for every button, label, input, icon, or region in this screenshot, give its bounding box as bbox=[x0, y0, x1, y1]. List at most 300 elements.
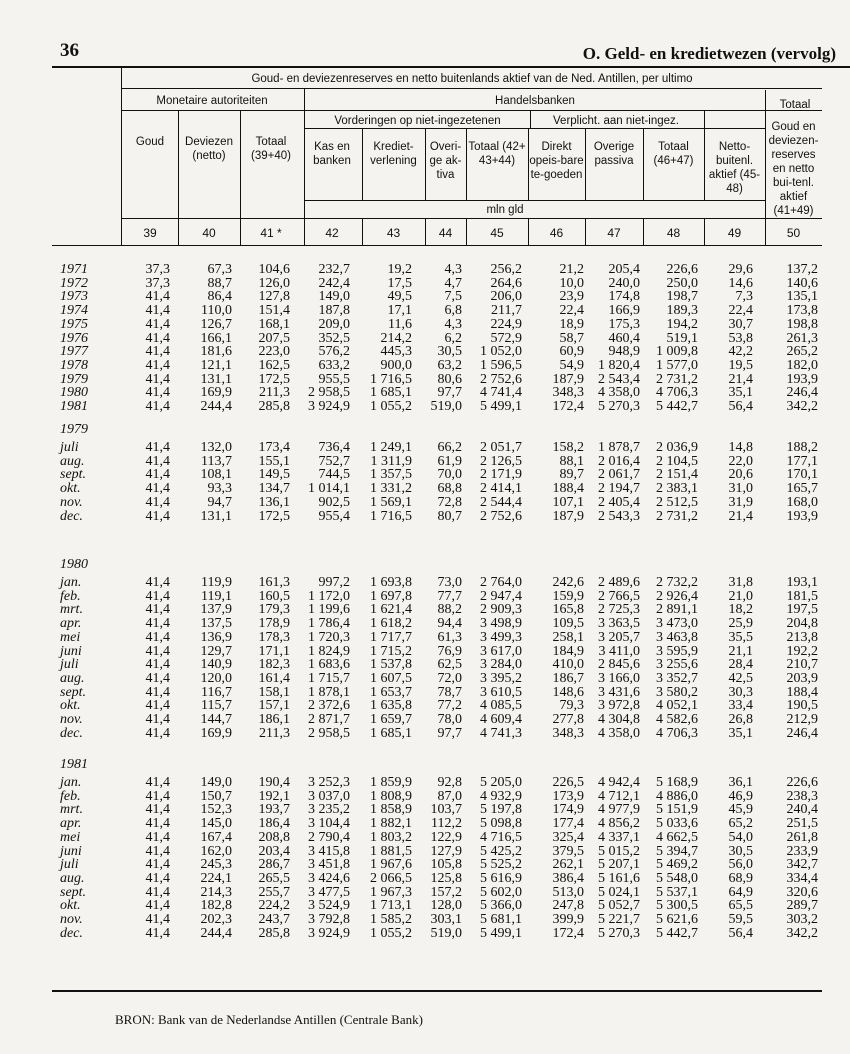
table-cell: 3 499,3 bbox=[480, 629, 522, 645]
table-cell: 112,2 bbox=[431, 816, 462, 832]
table-cell: 41,4 bbox=[145, 494, 170, 510]
table-cell: 2 036,9 bbox=[656, 440, 698, 455]
table-cell: 3 411,0 bbox=[598, 643, 640, 659]
table-cell: 107,1 bbox=[552, 494, 584, 510]
table-cell: 168,1 bbox=[258, 316, 290, 332]
table-cell: 244,4 bbox=[200, 925, 232, 941]
table-cell: 126,7 bbox=[200, 316, 232, 332]
table-cell: 3 252,3 bbox=[308, 775, 350, 790]
horizontal-rule bbox=[304, 200, 765, 201]
table-cell: 187,9 bbox=[552, 371, 584, 387]
table-cell: 246,4 bbox=[786, 725, 818, 741]
table-cell: 2 061,7 bbox=[598, 467, 640, 483]
vertical-rule bbox=[362, 218, 363, 245]
vertical-rule bbox=[643, 218, 644, 245]
row-label: 1977 bbox=[60, 344, 88, 360]
table-cell: 1 618,2 bbox=[370, 616, 412, 632]
table-cell: 17,1 bbox=[387, 303, 412, 319]
table-cell: 61,3 bbox=[437, 629, 462, 645]
table-cell: 157,1 bbox=[258, 698, 290, 714]
table-cell: 1 713,1 bbox=[370, 898, 412, 914]
table-cell: 68,8 bbox=[437, 481, 462, 497]
table-cell: 5 015,2 bbox=[598, 843, 640, 859]
table-cell: 4 582,6 bbox=[656, 712, 698, 727]
table-cell: 1 967,3 bbox=[370, 884, 412, 900]
table-cell: 77,7 bbox=[437, 588, 462, 604]
table-cell: 58,7 bbox=[559, 330, 584, 346]
table-cell: 193,9 bbox=[786, 371, 818, 387]
column-number-46: 46 bbox=[549, 226, 564, 240]
table-cell: 1 357,5 bbox=[370, 467, 412, 483]
row-label: nov. bbox=[60, 912, 83, 927]
table-cell: 2 958,5 bbox=[308, 725, 350, 741]
row-label: 1979 bbox=[60, 371, 88, 387]
table-cell: 1 635,8 bbox=[370, 698, 412, 714]
vertical-rule bbox=[530, 110, 531, 128]
table-cell: 277,8 bbox=[552, 712, 584, 727]
table-cell: 3 415,8 bbox=[308, 843, 350, 859]
table-cell: 94,4 bbox=[437, 616, 462, 632]
row-label: 1974 bbox=[60, 303, 88, 319]
row-label: mei bbox=[60, 829, 81, 845]
table-cell: 41,4 bbox=[145, 289, 170, 305]
table-cell: 1 659,7 bbox=[370, 712, 412, 727]
table-cell: 174,8 bbox=[608, 289, 640, 305]
table-cell: 86,4 bbox=[207, 289, 232, 305]
column-number-49: 49 bbox=[727, 226, 742, 240]
table-cell: 224,9 bbox=[490, 316, 522, 332]
table-cell: 41,4 bbox=[145, 453, 170, 469]
table-cell: 169,9 bbox=[200, 725, 232, 741]
table-cell: 136,9 bbox=[200, 629, 232, 645]
table-cell: 1 878,1 bbox=[308, 684, 350, 700]
table-cell: 35,1 bbox=[728, 725, 753, 741]
table-cell: 104,6 bbox=[258, 262, 290, 277]
row-label: apr. bbox=[60, 616, 82, 632]
vertical-rule bbox=[704, 110, 705, 128]
table-cell: 72,8 bbox=[437, 494, 462, 510]
table-cell: 238,3 bbox=[786, 788, 818, 804]
table-cell: 213,8 bbox=[786, 629, 818, 645]
table-cell: 2 731,2 bbox=[656, 371, 698, 387]
table-cell: 190,4 bbox=[258, 775, 290, 790]
table-cell: 5 197,8 bbox=[480, 802, 522, 818]
table-cell: 158,1 bbox=[258, 684, 290, 700]
table-cell: 28,4 bbox=[728, 657, 753, 673]
table-cell: 2 194,7 bbox=[598, 481, 640, 497]
row-label: aug. bbox=[60, 870, 85, 886]
header-vorderingen: Vorderingen op niet-ingezetenen bbox=[334, 115, 501, 127]
table-cell: 5 205,0 bbox=[480, 775, 522, 790]
table-cell: 178,9 bbox=[258, 616, 290, 632]
table-cell: 342,7 bbox=[786, 857, 818, 873]
table-cell: 342,2 bbox=[786, 399, 818, 414]
table-cell: 113,7 bbox=[201, 453, 232, 469]
table-cell: 65,5 bbox=[728, 898, 753, 914]
table-cell: 386,4 bbox=[552, 870, 584, 886]
table-cell: 171,1 bbox=[258, 643, 290, 659]
table-cell: 5 024,1 bbox=[598, 884, 640, 900]
table-cell: 3 037,0 bbox=[308, 788, 350, 804]
table-cell: 208,8 bbox=[258, 829, 290, 845]
table-cell: 1 653,7 bbox=[370, 684, 412, 700]
table-cell: 460,4 bbox=[608, 330, 640, 346]
table-cell: 3 610,5 bbox=[480, 684, 522, 700]
table-cell: 752,7 bbox=[318, 453, 350, 469]
row-label: nov. bbox=[60, 712, 83, 727]
table-cell: 207,5 bbox=[258, 330, 290, 346]
table-cell: 116,7 bbox=[201, 684, 232, 700]
row-label: mei bbox=[60, 629, 81, 645]
table-cell: 29,6 bbox=[728, 262, 753, 277]
table-cell: 41,4 bbox=[145, 508, 170, 524]
table-cell: 193,7 bbox=[258, 802, 290, 818]
group-label: 1979 bbox=[60, 422, 88, 437]
table-cell: 18,2 bbox=[728, 602, 753, 618]
table-cell: 1 859,9 bbox=[370, 775, 412, 790]
table-cell: 5 469,2 bbox=[656, 857, 698, 873]
table-cell: 97,7 bbox=[437, 725, 462, 741]
table-cell: 179,3 bbox=[258, 602, 290, 618]
table-cell: 205,4 bbox=[608, 262, 640, 277]
table-cell: 1 820,4 bbox=[598, 357, 640, 373]
table-cell: 149,0 bbox=[200, 775, 232, 790]
vertical-rule bbox=[466, 128, 467, 200]
table-cell: 519,1 bbox=[666, 330, 698, 346]
header-verplicht: Verplicht. aan niet-ingez. bbox=[553, 115, 679, 127]
header-totaal-group: Totaal bbox=[779, 99, 811, 111]
table-cell: 902,5 bbox=[318, 494, 350, 510]
table-cell: 49,5 bbox=[387, 289, 412, 305]
table-cell: 46,9 bbox=[728, 788, 753, 804]
table-cell: 4 304,8 bbox=[598, 712, 640, 727]
table-cell: 5 537,1 bbox=[656, 884, 698, 900]
table-cell: 162,0 bbox=[200, 843, 232, 859]
table-cell: 4 942,4 bbox=[598, 775, 640, 790]
table-cell: 72,0 bbox=[437, 670, 462, 686]
table-cell: 41,4 bbox=[145, 344, 170, 360]
table-cell: 223,0 bbox=[258, 344, 290, 360]
table-cell: 6,8 bbox=[444, 303, 462, 319]
table-cell: 168,0 bbox=[786, 494, 818, 510]
table-cell: 151,4 bbox=[258, 303, 290, 319]
table-cell: 2 016,4 bbox=[598, 453, 640, 469]
table-cell: 65,2 bbox=[728, 816, 753, 832]
table-cell: 2 891,1 bbox=[656, 602, 698, 618]
table-cell: 56,0 bbox=[728, 857, 753, 873]
table-cell: 88,1 bbox=[559, 453, 584, 469]
table-cell: 3 363,5 bbox=[598, 616, 640, 632]
table-cell: 56,4 bbox=[728, 399, 753, 414]
row-label: juli bbox=[60, 440, 79, 455]
row-label: juni bbox=[60, 643, 82, 659]
table-cell: 132,0 bbox=[200, 440, 232, 455]
table-cell: 64,9 bbox=[728, 884, 753, 900]
table-cell: 1 172,0 bbox=[308, 588, 350, 604]
table-cell: 5 221,7 bbox=[598, 912, 640, 927]
table-cell: 1 009,8 bbox=[656, 344, 698, 360]
table-cell: 2 405,4 bbox=[598, 494, 640, 510]
vertical-rule bbox=[528, 128, 529, 200]
table-cell: 244,4 bbox=[200, 399, 232, 414]
table-cell: 186,4 bbox=[258, 816, 290, 832]
page-number: 36 bbox=[60, 40, 79, 61]
table-cell: 26,8 bbox=[728, 712, 753, 727]
table-cell: 41,4 bbox=[145, 316, 170, 332]
table-cell: 203,9 bbox=[786, 670, 818, 686]
table-cell: 41,4 bbox=[145, 816, 170, 832]
table-cell: 190,5 bbox=[786, 698, 818, 714]
table-cell: 240,4 bbox=[786, 802, 818, 818]
table-cell: 1 537,8 bbox=[370, 657, 412, 673]
table-cell: 519,0 bbox=[430, 925, 462, 941]
table-cell: 900,0 bbox=[380, 357, 412, 373]
table-cell: 128,0 bbox=[430, 898, 462, 914]
table-cell: 3 498,9 bbox=[480, 616, 522, 632]
table-cell: 186,1 bbox=[258, 712, 290, 727]
table-cell: 5 033,6 bbox=[656, 816, 698, 832]
table-cell: 209,0 bbox=[318, 316, 350, 332]
table-cell: 1 621,4 bbox=[370, 602, 412, 618]
table-cell: 5 098,8 bbox=[480, 816, 522, 832]
table-cell: 3 924,9 bbox=[308, 399, 350, 414]
table-cell: 4 932,9 bbox=[480, 788, 522, 804]
vertical-rule bbox=[765, 90, 766, 245]
table-cell: 261,3 bbox=[786, 330, 818, 346]
table-cell: 2 489,6 bbox=[598, 575, 640, 590]
table-cell: 155,1 bbox=[258, 453, 290, 469]
table-cell: 136,1 bbox=[258, 494, 290, 510]
row-label: 1976 bbox=[60, 330, 88, 346]
table-cell: 120,0 bbox=[200, 670, 232, 686]
row-label: jan. bbox=[60, 575, 82, 590]
table-cell: 61,9 bbox=[437, 453, 462, 469]
table-cell: 92,8 bbox=[437, 775, 462, 790]
table-cell: 67,3 bbox=[207, 262, 232, 277]
table-cell: 122,9 bbox=[430, 829, 462, 845]
table-cell: 2 543,3 bbox=[598, 508, 640, 524]
table-cell: 56,4 bbox=[728, 925, 753, 941]
table-cell: 172,4 bbox=[552, 399, 584, 414]
table-cell: 33,4 bbox=[728, 698, 753, 714]
table-cell: 87,0 bbox=[437, 788, 462, 804]
row-label: okt. bbox=[60, 481, 81, 497]
table-cell: 245,3 bbox=[200, 857, 232, 873]
table-cell: 21,2 bbox=[559, 262, 584, 277]
table-cell: 342,2 bbox=[786, 925, 818, 941]
table-cell: 2 104,5 bbox=[656, 453, 698, 469]
row-label: aug. bbox=[60, 453, 85, 469]
table-cell: 140,9 bbox=[200, 657, 232, 673]
table-cell: 948,9 bbox=[608, 344, 640, 360]
table-cell: 88,2 bbox=[437, 602, 462, 618]
row-label: jan. bbox=[60, 775, 82, 790]
table-cell: 1 824,9 bbox=[308, 643, 350, 659]
table-cell: 264,6 bbox=[490, 275, 522, 291]
table-cell: 135,1 bbox=[786, 289, 818, 305]
table-cell: 165,7 bbox=[786, 481, 818, 497]
table-cell: 42,5 bbox=[728, 670, 753, 686]
table-cell: 243,7 bbox=[258, 912, 290, 927]
table-cell: 63,2 bbox=[437, 357, 462, 373]
vertical-rule bbox=[585, 128, 586, 200]
column-number-50: 50 bbox=[786, 226, 801, 240]
row-label: dec. bbox=[60, 725, 83, 741]
table-cell: 59,5 bbox=[728, 912, 753, 927]
table-cell: 37,3 bbox=[145, 262, 170, 277]
row-label: feb. bbox=[60, 788, 81, 804]
table-cell: 4 741,4 bbox=[480, 385, 522, 401]
table-cell: 193,9 bbox=[786, 508, 818, 524]
table-cell: 41,4 bbox=[145, 925, 170, 941]
table-cell: 162,5 bbox=[258, 357, 290, 373]
table-cell: 3 235,2 bbox=[308, 802, 350, 818]
table-cell: 1 311,9 bbox=[370, 453, 412, 469]
table-cell: 2 947,4 bbox=[480, 588, 522, 604]
table-cell: 1 249,1 bbox=[370, 440, 412, 455]
table-cell: 5 161,6 bbox=[598, 870, 640, 886]
table-cell: 105,8 bbox=[430, 857, 462, 873]
table-cell: 30,5 bbox=[437, 344, 462, 360]
table-cell: 22,4 bbox=[559, 303, 584, 319]
table-cell: 4,7 bbox=[444, 275, 462, 291]
horizontal-rule bbox=[121, 110, 822, 111]
table-cell: 4 712,1 bbox=[598, 788, 640, 804]
table-cell: 157,2 bbox=[430, 884, 462, 900]
table-cell: 78,7 bbox=[437, 684, 462, 700]
table-cell: 11,6 bbox=[388, 316, 412, 332]
table-cell: 2 512,5 bbox=[656, 494, 698, 510]
table-cell: 242,6 bbox=[552, 575, 584, 590]
table-cell: 131,1 bbox=[200, 371, 232, 387]
table-cell: 410,0 bbox=[552, 657, 584, 673]
row-label: sept. bbox=[60, 884, 87, 900]
table-cell: 127,8 bbox=[258, 289, 290, 305]
table-cell: 2 845,6 bbox=[598, 657, 640, 673]
table-cell: 41,4 bbox=[145, 802, 170, 818]
table-cell: 4 358,0 bbox=[598, 725, 640, 741]
table-cell: 1 693,8 bbox=[370, 575, 412, 590]
table-cell: 1 052,0 bbox=[480, 344, 522, 360]
table-cell: 4 337,1 bbox=[598, 829, 640, 845]
table-cell: 159,9 bbox=[552, 588, 584, 604]
table-cell: 5 270,3 bbox=[598, 925, 640, 941]
table-cell: 3 431,6 bbox=[598, 684, 640, 700]
table-cell: 3 424,6 bbox=[308, 870, 350, 886]
table-cell: 30,7 bbox=[728, 316, 753, 332]
table-cell: 41,4 bbox=[145, 629, 170, 645]
table-cell: 73,0 bbox=[437, 575, 462, 590]
top-rule bbox=[52, 66, 850, 68]
table-cell: 149,0 bbox=[318, 289, 350, 305]
table-cell: 35,5 bbox=[728, 629, 753, 645]
table-cell: 3 451,8 bbox=[308, 857, 350, 873]
table-cell: 3 473,0 bbox=[656, 616, 698, 632]
vertical-rule bbox=[704, 128, 705, 200]
column-header-41: Totaal (39+40) bbox=[251, 136, 291, 162]
table-cell: 2 909,3 bbox=[480, 602, 522, 618]
vertical-rule bbox=[240, 110, 241, 245]
table-cell: 214,3 bbox=[200, 884, 232, 900]
vertical-rule bbox=[425, 128, 426, 200]
table-cell: 7,5 bbox=[444, 289, 462, 305]
table-cell: 21,1 bbox=[728, 643, 753, 659]
table-cell: 3 205,7 bbox=[598, 629, 640, 645]
table-cell: 41,4 bbox=[145, 775, 170, 790]
row-label: 1972 bbox=[60, 275, 88, 291]
table-cell: 1 014,1 bbox=[308, 481, 350, 497]
table-cell: 35,1 bbox=[728, 385, 753, 401]
table-cell: 97,7 bbox=[437, 385, 462, 401]
table-cell: 37,3 bbox=[145, 275, 170, 291]
table-cell: 1 881,5 bbox=[370, 843, 412, 859]
table-cell: 2 544,4 bbox=[480, 494, 522, 510]
table-cell: 348,3 bbox=[552, 725, 584, 741]
table-cell: 348,3 bbox=[552, 385, 584, 401]
table-cell: 4,3 bbox=[444, 262, 462, 277]
row-label: 1980 bbox=[60, 385, 88, 401]
table-cell: 145,0 bbox=[200, 816, 232, 832]
table-cell: 88,7 bbox=[207, 275, 232, 291]
table-cell: 5 300,5 bbox=[656, 898, 698, 914]
table-cell: 289,7 bbox=[786, 898, 818, 914]
vertical-rule bbox=[528, 218, 529, 245]
header-main: Goud- en deviezenreserves en netto buitenlands aktief van de Ned. Antillen, per ultimo bbox=[251, 73, 693, 85]
table-cell: 3 395,2 bbox=[480, 670, 522, 686]
table-cell: 152,3 bbox=[200, 802, 232, 818]
column-header-48: Totaal (46+47) bbox=[653, 141, 694, 167]
table-cell: 93,3 bbox=[207, 481, 232, 497]
table-cell: 78,0 bbox=[437, 712, 462, 727]
horizontal-rule bbox=[52, 245, 822, 246]
table-cell: 242,4 bbox=[318, 275, 350, 291]
table-cell: 41,4 bbox=[145, 481, 170, 497]
table-cell: 303,2 bbox=[786, 912, 818, 927]
table-cell: 513,0 bbox=[552, 884, 584, 900]
table-cell: 45,9 bbox=[728, 802, 753, 818]
row-label: okt. bbox=[60, 898, 81, 914]
table-cell: 3 352,7 bbox=[656, 670, 698, 686]
table-cell: 172,5 bbox=[258, 508, 290, 524]
table-cell: 21,4 bbox=[728, 371, 753, 387]
table-cell: 103,7 bbox=[430, 802, 462, 818]
table-cell: 3 477,5 bbox=[308, 884, 350, 900]
vertical-rule bbox=[585, 218, 586, 245]
column-number-43: 43 bbox=[386, 226, 401, 240]
column-number-41: 41 * bbox=[260, 226, 282, 240]
table-cell: 187,8 bbox=[318, 303, 350, 319]
table-cell: 70,0 bbox=[437, 467, 462, 483]
table-cell: 21,0 bbox=[728, 588, 753, 604]
table-cell: 2 766,5 bbox=[598, 588, 640, 604]
table-cell: 41,4 bbox=[145, 385, 170, 401]
table-cell: 1 715,7 bbox=[308, 670, 350, 686]
table-cell: 158,2 bbox=[552, 440, 584, 455]
table-cell: 108,1 bbox=[200, 467, 232, 483]
table-cell: 5 499,1 bbox=[480, 399, 522, 414]
table-cell: 161,3 bbox=[258, 575, 290, 590]
row-label: 1973 bbox=[60, 289, 88, 305]
table-cell: 134,7 bbox=[258, 481, 290, 497]
table-cell: 41,4 bbox=[145, 870, 170, 886]
table-cell: 5 168,9 bbox=[656, 775, 698, 790]
table-cell: 19,2 bbox=[387, 262, 412, 277]
table-cell: 60,9 bbox=[559, 344, 584, 360]
table-cell: 4 052,1 bbox=[656, 698, 698, 714]
table-cell: 41,4 bbox=[145, 912, 170, 927]
table-cell: 1 685,1 bbox=[370, 385, 412, 401]
table-cell: 14,6 bbox=[728, 275, 753, 291]
